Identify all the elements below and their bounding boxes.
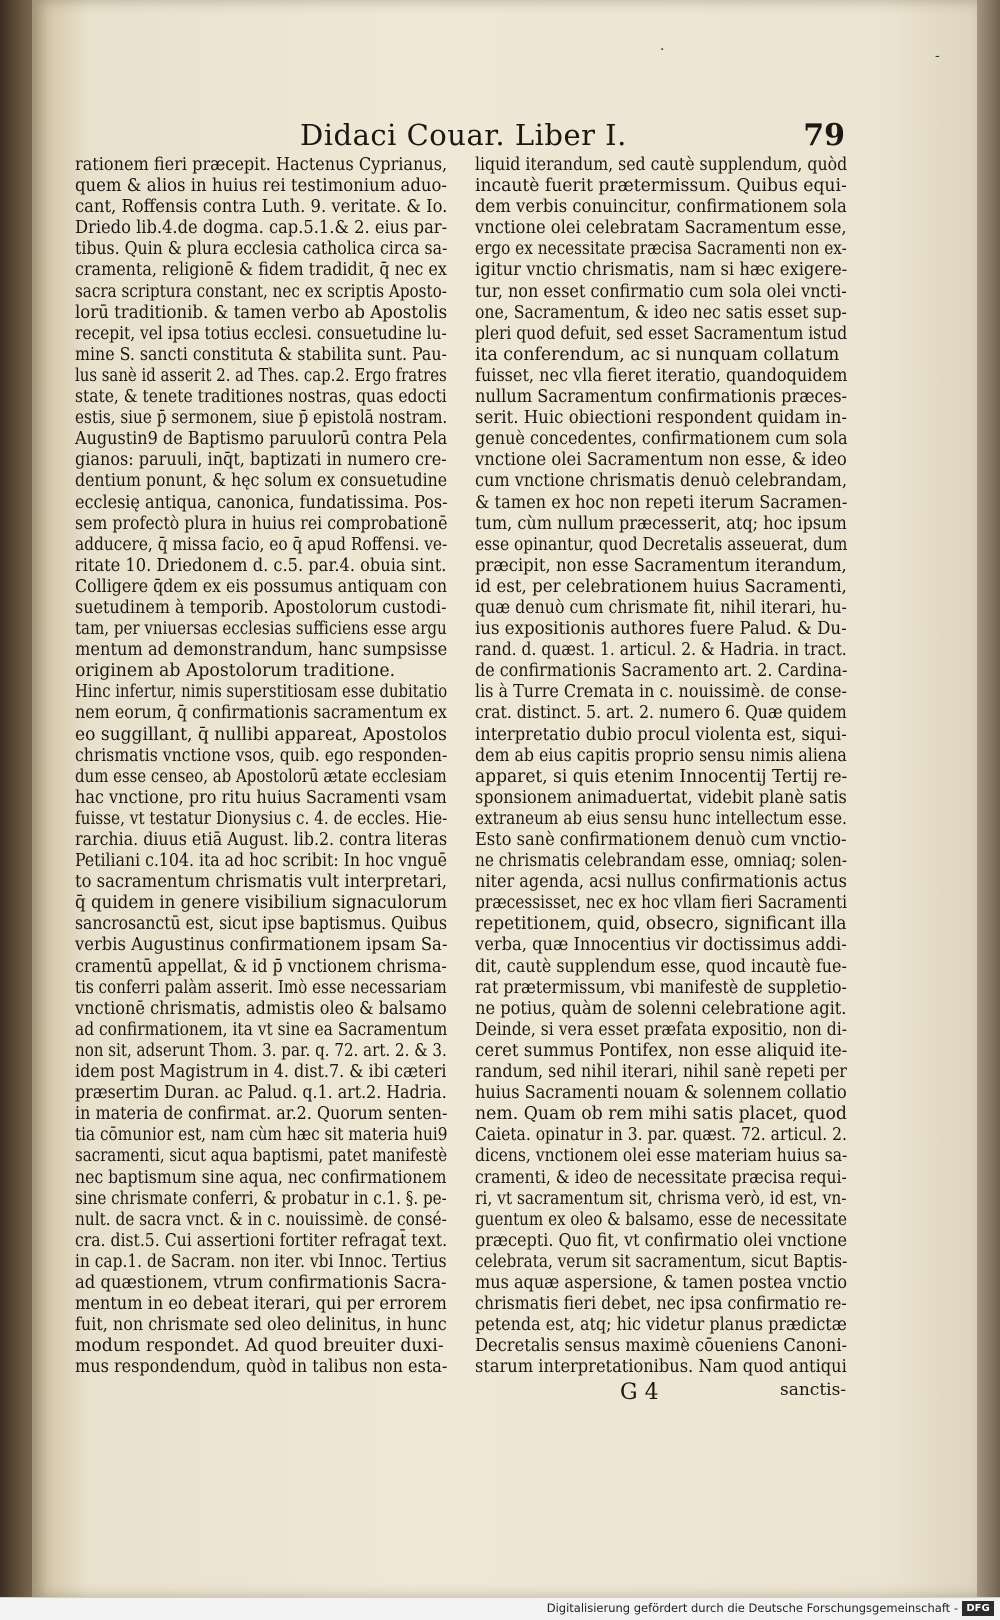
text-line: lorū traditionib. & tamen verbo ab Apostolis <box>75 302 448 323</box>
text-line: ri, vt sacramentum sit, chrisma verò, id est, vn- <box>475 1188 847 1209</box>
text-line: tia cōmunior est, nam cùm hæc sit materia hui9 <box>75 1125 448 1146</box>
text-line: dem ab eius capitis proprio sensu nimis aliena <box>475 745 847 766</box>
text-line: mus respondendum, quòd in talibus non esta- <box>75 1357 448 1378</box>
running-title: Didaci Couar. Liber I. <box>300 118 627 152</box>
text-line: lus sanè id asserit 2. ad Thes. cap.2. Ergo fratres <box>75 365 447 386</box>
text-line: Caieta. opinatur in 3. par. quæst. 72. articul. 2. <box>475 1125 847 1146</box>
text-line: ita conferendum, ac si nunquam collatum <box>475 344 840 365</box>
text-line: igitur vnctio chrismatis, nam si hæc exigere- <box>475 260 848 281</box>
left-text-column <box>75 155 450 1378</box>
right-text-column <box>475 155 850 1378</box>
text-line: de confirmationis Sacramento art. 2. Cardina- <box>475 661 848 682</box>
ink-speck: · <box>660 42 665 58</box>
text-line: in cap.1. de Sacram. non iter. vbi Innoc. Tertius <box>75 1251 447 1272</box>
text-line: cant, Roffensis contra Luth. 9. veritate. & Io. <box>75 197 448 218</box>
text-line: nec baptismum sine aqua, nec confirmationem <box>75 1167 447 1188</box>
text-line: quem & alios in huius rei testimonium aduo- <box>75 176 448 197</box>
text-line: tis conferri palàm asserit. Imò esse necessariam <box>75 977 447 998</box>
text-line: esse opinantur, quod Decretalis asseuerat, dum <box>475 534 848 555</box>
text-line: rat prætermissum, vbi manifestè de suppletio- <box>475 977 847 998</box>
text-line: ergo ex necessitate præcisa Sacramenti non ex- <box>475 239 847 260</box>
text-line: serit. Huic obiectioni respondent quidam in- <box>475 408 848 429</box>
text-line: petenda est, atq; hic videtur planus prædictæ <box>475 1315 847 1336</box>
text-line: fuit, non chrismate sed oleo delinitus, in hunc <box>75 1315 447 1336</box>
text-line: Decretalis sensus maximè cōueniens Canoni- <box>475 1336 848 1357</box>
text-line: mentum ad demonstrandum, hanc sumpsisse <box>75 640 448 661</box>
text-line: ad confirmationem, ita vt sine ea Sacramentum <box>75 1019 448 1040</box>
text-line: verbis Augustinus confirmationem ipsam Sa- <box>75 935 448 956</box>
text-line: Colligere q̄dem ex eis possumus antiquam con <box>75 576 447 597</box>
ink-speck: - <box>935 48 940 64</box>
text-line: cum vnctione chrismatis denuò celebrandam, <box>475 471 847 492</box>
text-line: cramentū appellat, & id p̄ vnctionem chrisma- <box>75 956 447 977</box>
text-line: suetudinem à temporib. Apostolorum custodi- <box>75 597 447 618</box>
text-line: Driedo lib.4.de dogma. cap.5.1.& 2. eius par- <box>75 218 448 239</box>
text-line: ad quæstionem, vtrum confirmationis Sacra- <box>75 1272 447 1293</box>
text-line: verba, quæ Innocentius vir doctissimus addi- <box>475 935 847 956</box>
text-line: vnctione olei celebratam Sacramentum esse, <box>475 218 847 239</box>
text-line: starum interpretationibus. Nam quod antiqui <box>475 1357 847 1378</box>
text-line: ius expositionis authores fuere Palud. & Du- <box>475 619 847 640</box>
text-line: nult. de sacra vnct. & in c. nouissimè. de consé- <box>75 1209 447 1230</box>
text-line: adducere, q̄ missa facio, eo q̄ apud Roffensi. ve- <box>75 534 448 555</box>
text-line: præcepti. Quo fit, vt confirmatio olei vnctione <box>475 1230 848 1251</box>
text-line: celebrata, verum sit sacramentum, sicut Baptis- <box>475 1251 848 1272</box>
text-line: Petiliani c.104. ita ad hoc scribit: In hoc vnguē <box>75 851 447 872</box>
text-line: in materia de confirmat. ar.2. Quorum senten- <box>75 1104 448 1125</box>
text-line: nem. Quam ob rem mihi satis placet, quod <box>475 1104 847 1125</box>
text-line: originem ab Apostolorum traditione. <box>75 661 396 682</box>
text-line: ne chrismatis celebrandam esse, omniaq; solen- <box>475 851 847 872</box>
text-line: interpretatio dubio procul violenta est, siqui- <box>475 724 847 745</box>
text-line: estis, siue p̄ sermonem, siue p̄ epistolā nostram. <box>75 408 448 429</box>
text-line: vnctionē chrismatis, admistis oleo & balsamo <box>75 998 447 1019</box>
text-line: tibus. Quin & plura ecclesia catholica circa sa- <box>75 239 448 260</box>
text-line: præcipit, non esse Sacramentum iterandum, <box>475 555 847 576</box>
text-line: incautè fuerit prætermissum. Quibus equi- <box>475 176 847 197</box>
signature-mark: G 4 <box>620 1380 659 1405</box>
text-line: cramenta, religionē & fidem tradidit, q̄ nec ex <box>75 260 447 281</box>
text-line: one, Sacramentum, & ideo nec satis esset sup- <box>475 302 847 323</box>
text-line: sacra scriptura constant, nec ex scriptis Aposto- <box>75 281 447 302</box>
text-line: dum esse censeo, ab Apostolorū ætate ecclesiam <box>75 766 447 787</box>
text-line: rarchia. diuus etiā August. lib.2. contra literas <box>75 830 448 850</box>
text-line: dem verbis conuincitur, confirmationem sola <box>475 197 847 218</box>
text-line: genuè concedentes, confirmationem cum sola <box>475 429 848 450</box>
text-line: hac vnctione, pro ritu huius Sacramenti vsam <box>75 787 447 808</box>
text-line: lis à Turre Cremata in c. nouissimè. de conse- <box>475 682 847 703</box>
text-line: mus aquæ aspersione, & tamen postea vnctio <box>475 1272 848 1293</box>
text-line: præsertim Duran. ac Palud. q.1. art.2. Hadria. <box>75 1083 447 1104</box>
text-line: sine chrismate conferri, & probatur in c.1. §. pe- <box>75 1188 447 1209</box>
text-line: chrismatis vnctione vsos, quib. ego responden- <box>75 745 448 766</box>
text-line: to sacramentum chrismatis vult interpretari, <box>75 872 447 893</box>
text-line: modum respondet. Ad quod breuiter duxi- <box>75 1336 444 1357</box>
text-line: ne potius, quàm de solenni celebratione agit. <box>475 998 847 1019</box>
text-line: liquid iterandum, sed cautè supplendum, quòd <box>475 155 848 175</box>
text-line: nem eorum, q̄ confirmationis sacramentum ex <box>75 703 447 724</box>
text-line: q̄ quidem in genere visibilium signaculorum <box>75 893 448 914</box>
text-line: & tamen ex hoc non repeti iterum Sacramen- <box>475 492 848 513</box>
text-line: extraneum ab eius sensu hunc intellectum esse. <box>475 808 847 829</box>
text-line: sacramenti, sicut aqua baptismi, patet manifestè <box>75 1146 448 1167</box>
text-line: ritate 10. Driedonem d. c.5. par.4. obuia sint. <box>75 555 447 576</box>
text-line: tam, per vniuersas ecclesias sufficiens esse argu <box>75 619 447 640</box>
text-line: præcessisset, nec ex hoc vllam fieri Sacramenti <box>475 893 847 914</box>
text-line: apparet, si quis etenim Innocentij Tertij re- <box>475 766 848 787</box>
text-line: dit, cautè supplendum esse, quod incautè fue- <box>475 956 847 977</box>
page-number: 79 <box>803 118 845 153</box>
text-line: chrismatis fieri debet, nec ipsa confirmatio re- <box>475 1294 847 1315</box>
text-line: tur, non esset confirmatio cum sola olei vncti- <box>475 281 847 302</box>
text-line: nullum Sacramentum confirmationis præces- <box>475 387 848 408</box>
text-line: tum, cùm nullum præcesserit, atq; hoc ipsum <box>475 513 847 534</box>
running-header <box>300 118 845 158</box>
text-line: dicens, vnctionem olei esse materiam huius sa- <box>475 1146 848 1167</box>
text-line: fuisse, vt testatur Dionysius c. 4. de eccles. Hie- <box>75 808 448 829</box>
text-line: rationem fieri præcepit. Hactenus Cyprianus, <box>75 155 448 175</box>
text-line: dentium ponunt, & hęc solum ex consuetudine <box>75 471 448 492</box>
text-line: rand. d. quæst. 1. articul. 2. & Hadria. in tract. <box>475 640 847 661</box>
text-line: Esto sanè confirmationem denuò cum vnctio- <box>475 830 847 850</box>
text-line: vnctione olei Sacramentum non esse, & ideo <box>475 450 847 471</box>
text-line: recepit, vel ipsa totius ecclesi. consuetudine lu- <box>75 323 447 344</box>
digitization-footer <box>0 1597 1000 1620</box>
text-line: sponsionem animaduertat, videbit planè satis <box>475 787 847 808</box>
text-line: state, & tenete traditiones nostras, quas edocti <box>75 387 447 408</box>
text-line: niter agenda, acsi nullus confirmationis actus <box>475 872 847 893</box>
text-line: quæ denuò cum chrismate fit, nihil iterari, hu- <box>475 597 847 618</box>
text-line: id est, per celebrationem huius Sacramenti, <box>475 576 847 597</box>
text-line: sem profectò plura in huius rei comprobationē <box>75 513 448 534</box>
text-line: gianos: paruuli, inq̄t, baptizati in numero cre- <box>75 450 447 471</box>
text-line: crat. distinct. 5. art. 2. numero 6. Quæ quidem <box>475 703 847 724</box>
text-line: fuisset, nec vlla fieret iteratio, quandoquidem <box>475 365 848 386</box>
text-line: Hinc infertur, nimis superstitiosam esse dubitatio <box>75 682 448 703</box>
text-line: Deinde, si vera esset præfata expositio, non di- <box>475 1019 848 1040</box>
text-line: non sit, adserunt Thom. 3. par. q. 72. art. 2. & 3. <box>75 1040 447 1061</box>
text-line: randum, sed nihil iterari, nihil sanè repeti per <box>475 1062 847 1083</box>
text-line: huius Sacramenti nouam & solennem collatio <box>475 1083 847 1104</box>
dfg-logo: DFG <box>962 1601 994 1616</box>
text-line: cramenti, & ideo de necessitate præcisa requi- <box>475 1167 847 1188</box>
text-line: pleri quod defuit, sed esset Sacramentum istud <box>475 323 848 344</box>
text-line: mentum in eo debeat iterari, qui per errorem <box>75 1294 447 1315</box>
text-line: eo suggillant, q̄ nullibi appareat, Apostolos <box>75 724 447 745</box>
catchword: sanctis- <box>780 1380 847 1400</box>
text-line: mine S. sancti constituta & stabilita sunt. Pau- <box>75 344 447 365</box>
text-line: guentum ex oleo & balsamo, esse de necessitate <box>475 1209 848 1230</box>
footer-credit: Digitalisierung gefördert durch die Deutsche Forschungsgemeinschaft - <box>546 1601 958 1615</box>
text-line: repetitionem, quid, obsecro, significant illa <box>475 914 847 935</box>
text-line: cra. dist.5. Cui assertioni fortiter refragat̄ text. <box>75 1230 448 1251</box>
text-line: Augustin9 de Baptismo paruulorū contra Pela <box>75 429 448 450</box>
text-line: idem post Magistrum in 4. dist.7. & ibi cæteri <box>75 1062 447 1083</box>
text-line: ecclesię antiqua, canonica, fundatissima. Pos- <box>75 492 448 513</box>
text-line: ceret summus Pontifex, non esse aliquid ite- <box>475 1040 848 1061</box>
text-line: sancrosanctū est, sicut ipse baptismus. Quibus <box>75 914 448 935</box>
